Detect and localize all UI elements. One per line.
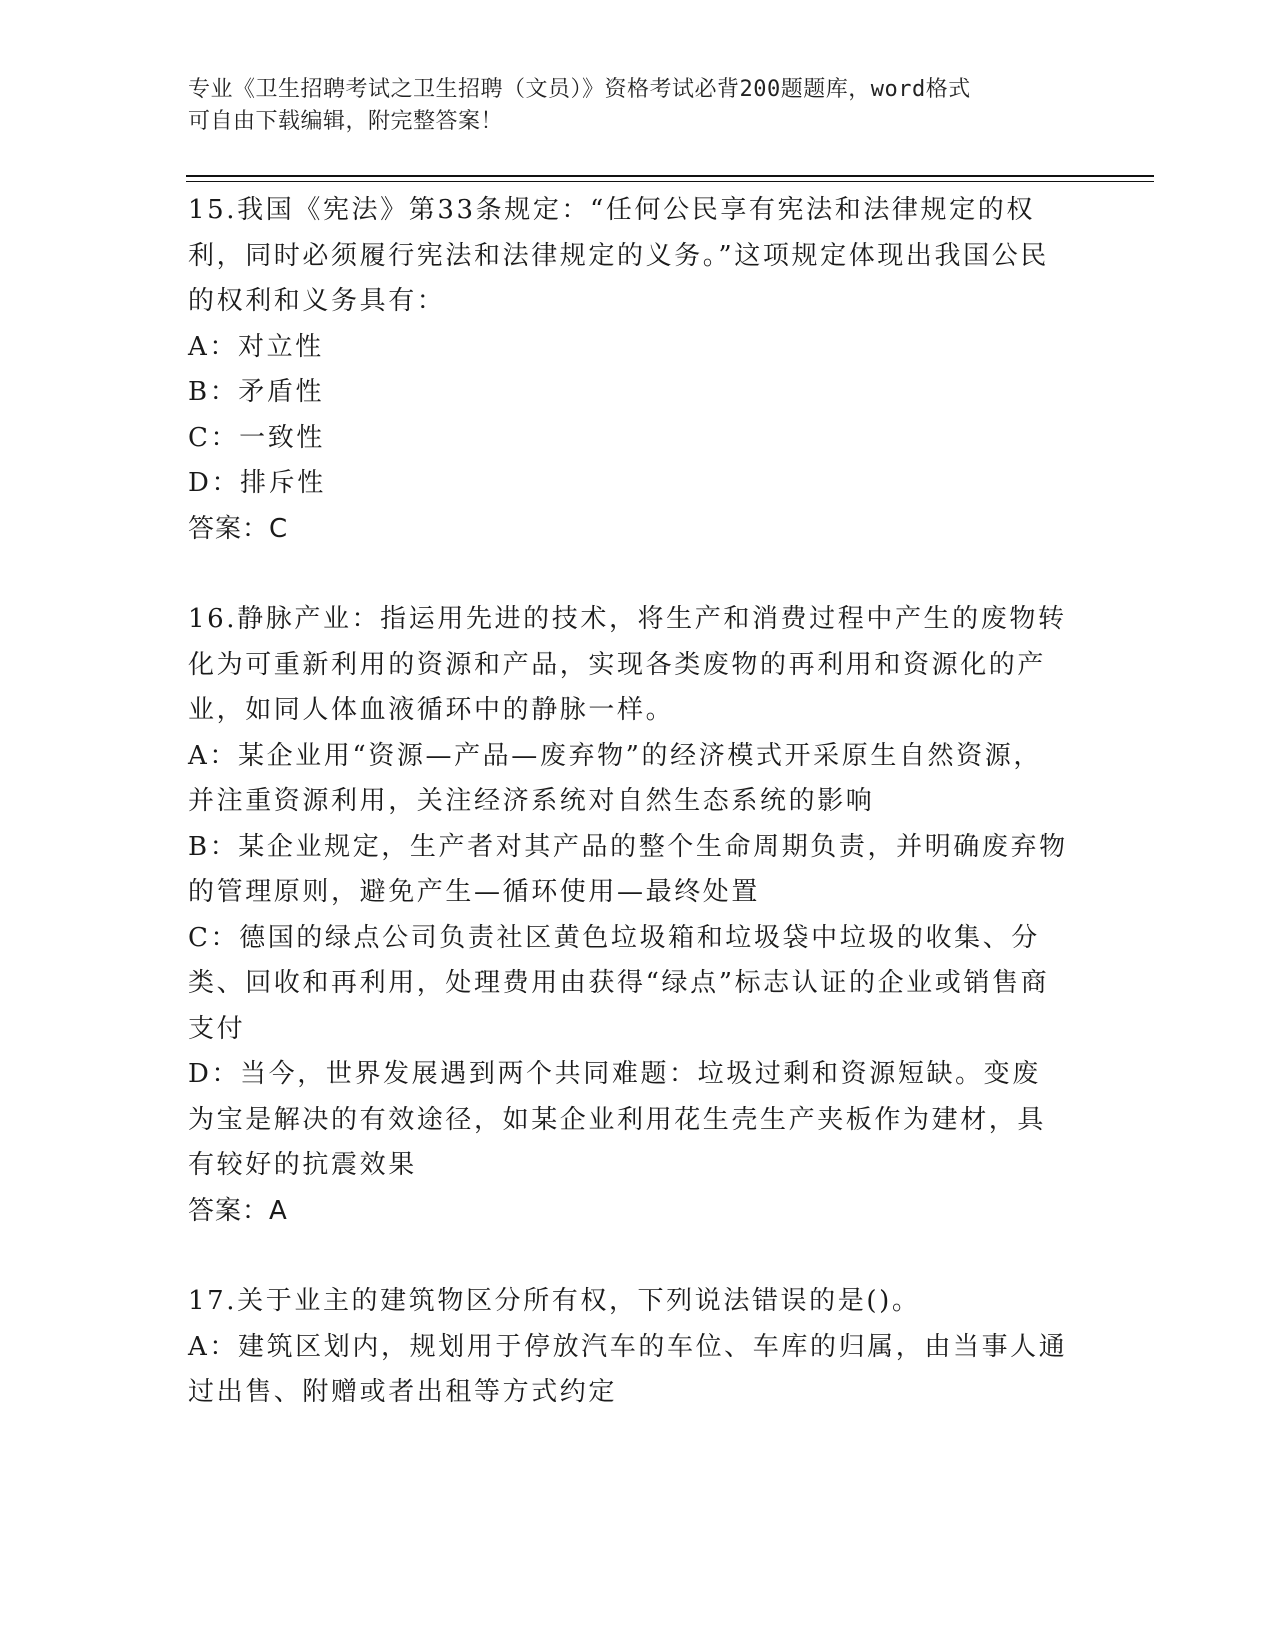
- option-d: D：排斥性: [188, 468, 326, 498]
- option-c: C：一致性: [188, 422, 325, 453]
- header-divider-thin: [186, 181, 1154, 182]
- option-b: B：矛盾性: [188, 377, 325, 407]
- question-spacer: [188, 1234, 1068, 1279]
- question-17: [188, 1279, 1068, 1416]
- option-b: B：某企业规定，生产者对其产品的整个生命周期负责，并明确废弃物的管理原则，避免产生—循环使用—最终处置: [188, 831, 1068, 907]
- question-text: 15.我国《宪法》第33条规定：“任何公民享有宪法和法律规定的权利，同时必须履行宪法和法律规定的义务。”这项规定体现出我国公民的权利和义务具有：: [188, 195, 1049, 316]
- question-text: 17.关于业主的建筑物区分所有权，下列说法错误的是()。: [188, 1286, 921, 1316]
- option-a: A：某企业用“资源—产品—废弃物”的经济模式开采原生自然资源，并注重资源利用，关注经济系统对自然生态系统的影响: [188, 740, 1042, 816]
- header-line-1: 专业《卫生招聘考试之卫生招聘（文员）》资格考试必背200题题库，word格式: [188, 77, 971, 102]
- document-header: [188, 74, 1068, 138]
- question-text: 16.静脉产业：指运用先进的技术，将生产和消费过程中产生的废物转化为可重新利用的资源和产品，实现各类废物的再利用和资源化的产业，如同人体血液循环中的静脉一样。: [188, 604, 1067, 725]
- question-16: [188, 597, 1068, 1234]
- option-d: D：当今，世界发展遇到两个共同难题：垃圾过剩和资源短缺。变废为宝是解决的有效途径，如某企业利用花生壳生产夹板作为建材，具有较好的抗震效果: [188, 1059, 1047, 1180]
- question-list: [188, 188, 1068, 1416]
- question-spacer: [188, 552, 1068, 597]
- option-a: A：对立性: [188, 331, 324, 362]
- option-c: C：德国的绿点公司负责社区黄色垃圾箱和垃圾袋中垃圾的收集、分类、回收和再利用，处理费用由获得“绿点”标志认证的企业或销售商支付: [188, 922, 1050, 1044]
- answer: 答案：A: [188, 1195, 288, 1226]
- question-15: [188, 188, 1068, 552]
- answer: 答案：C: [188, 513, 289, 544]
- option-a: A：建筑区划内，规划用于停放汽车的车位、车库的归属，由当事人通过出售、附赠或者出租等方式约定: [188, 1331, 1068, 1407]
- header-line-2: 可自由下载编辑，附完整答案！: [188, 109, 504, 134]
- header-divider-thick: [186, 175, 1154, 177]
